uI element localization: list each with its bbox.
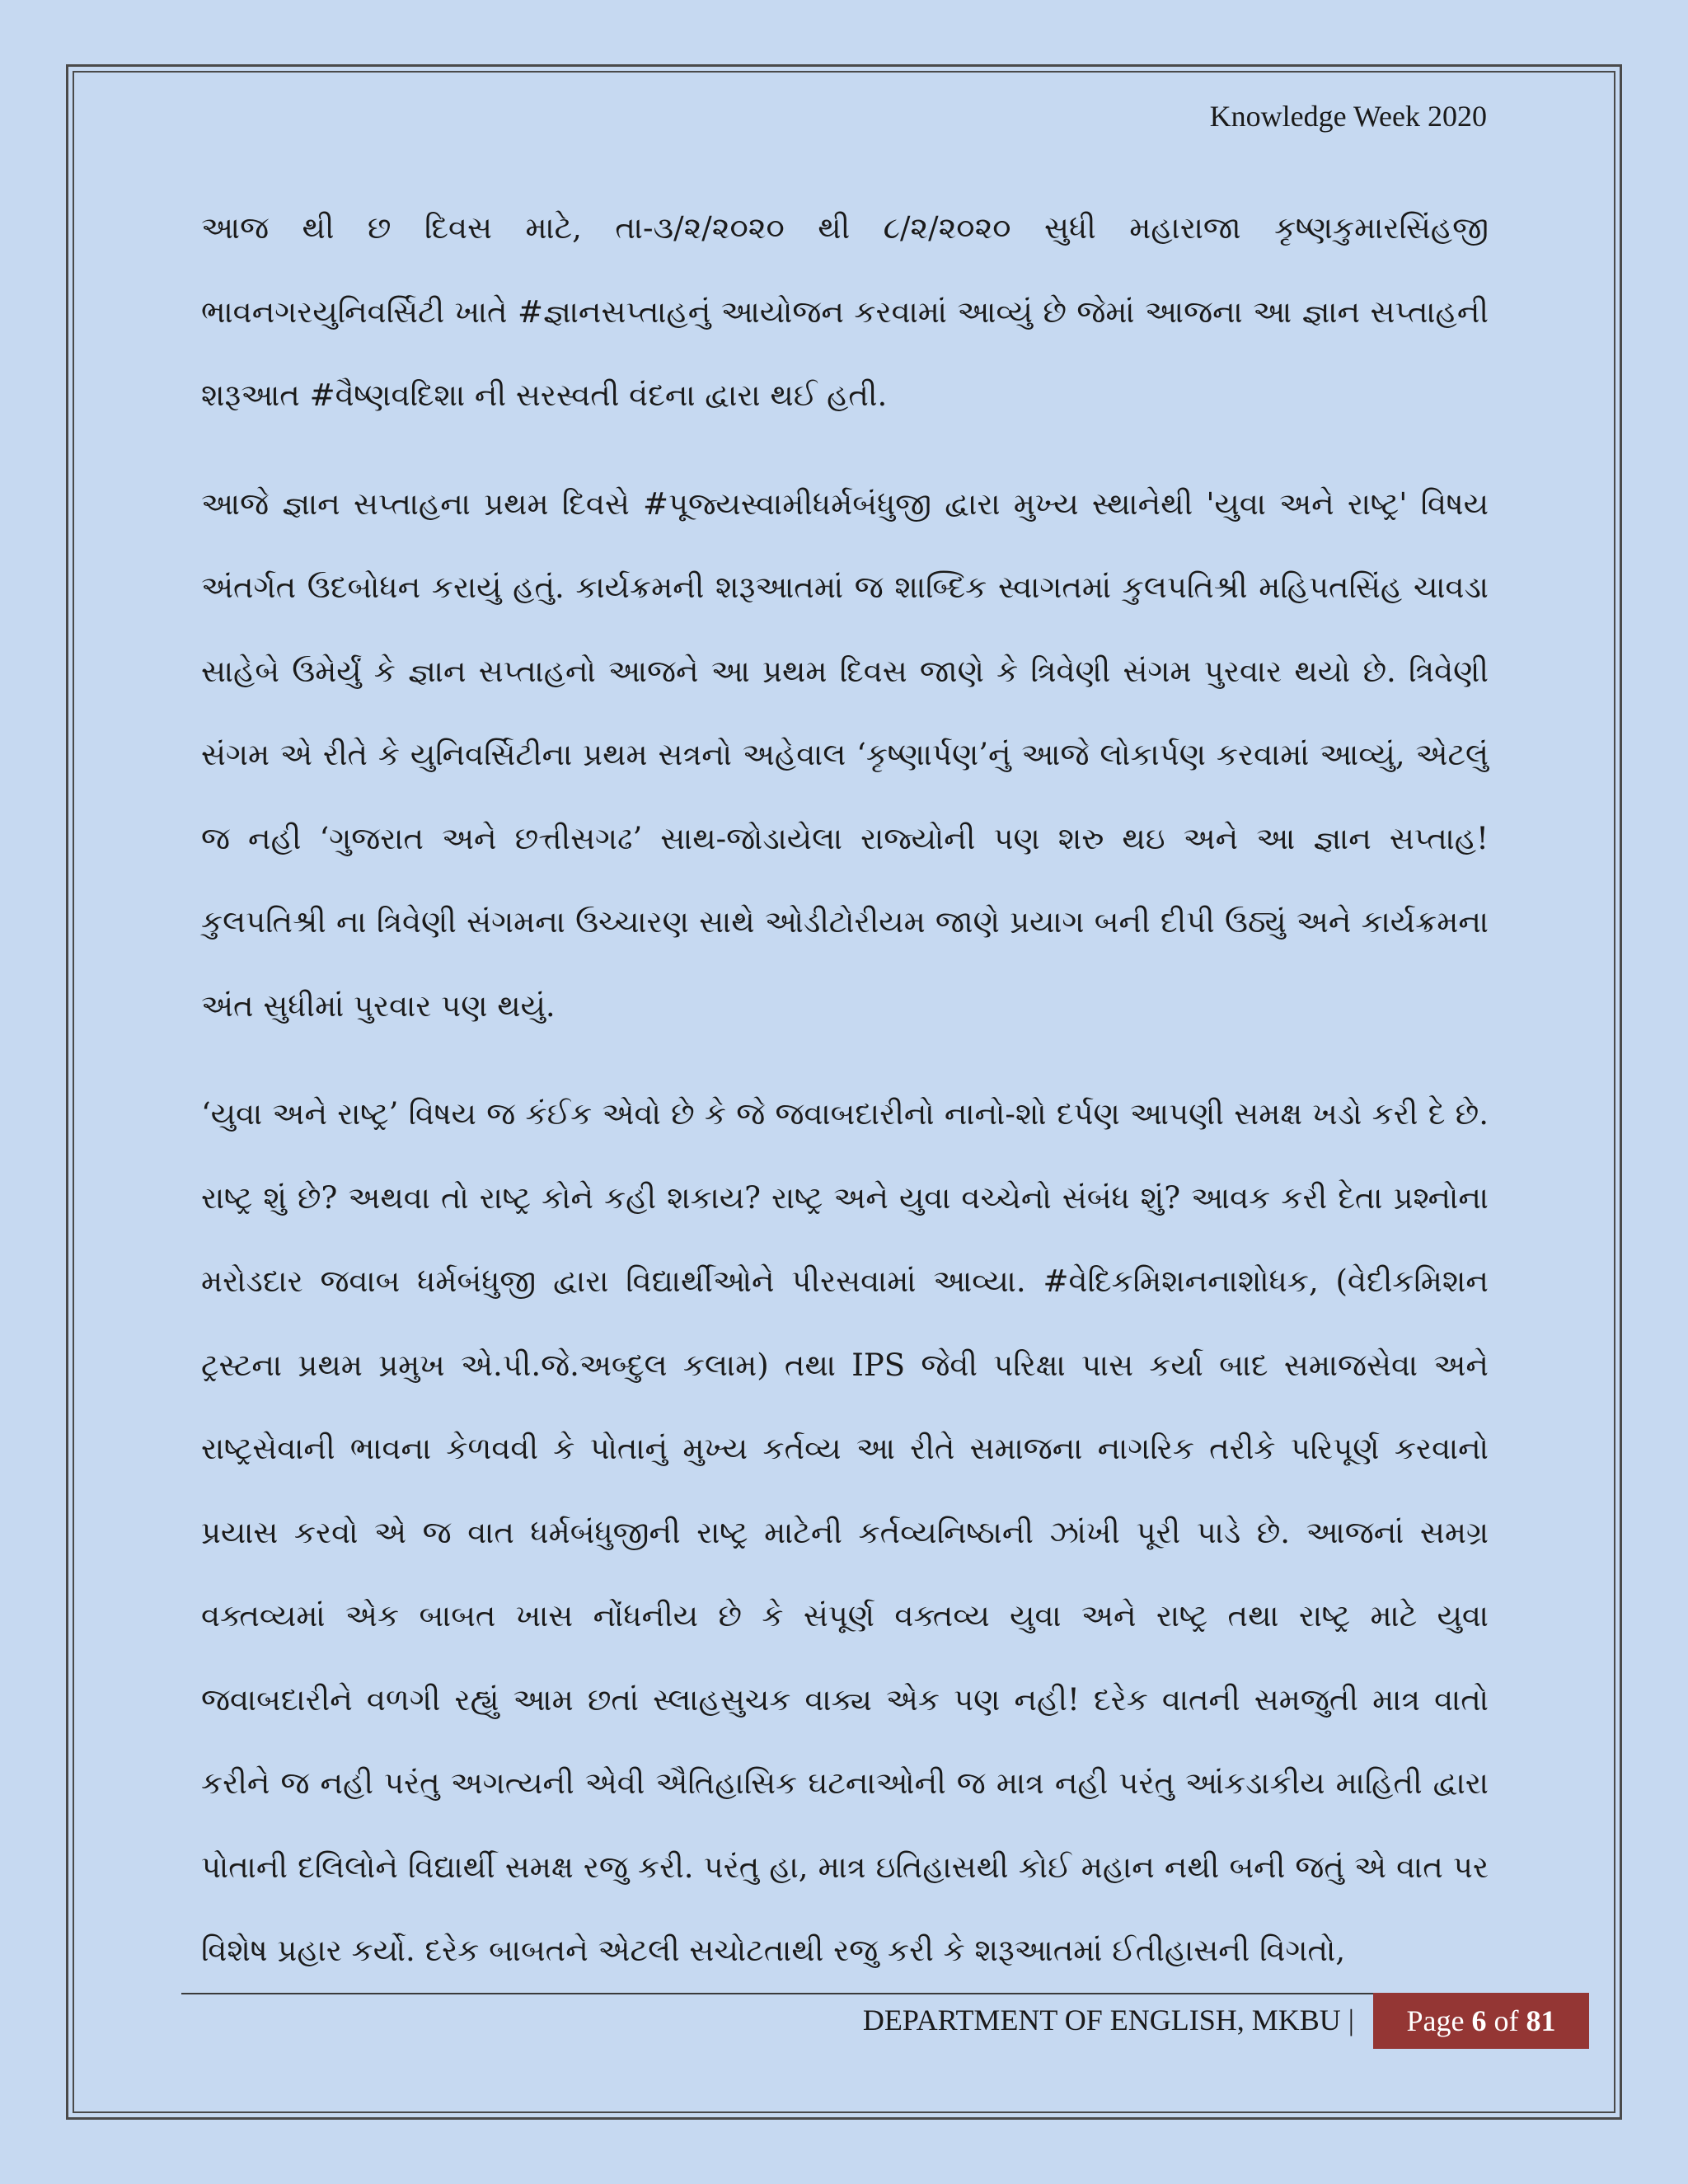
document-body — [201, 186, 1489, 2018]
page-of: of — [1493, 2004, 1519, 2037]
page-prefix: Page — [1406, 2004, 1465, 2037]
page-total: 81 — [1526, 2004, 1556, 2037]
paragraph-1: આજ થી છ દિવસ માટે, તા-૩/૨/૨૦૨૦ થી ૮/૨/૨૦૨૦ સુધી મહારાજા કૃષ્ણકુમારસિંહજી ભાવનગરયુનિવર્સિટી ખાતે #જ્ઞાનસપ્તાહનું આયોજન કરવામાં આવ્યું છે જેમાં આજના આ જ્ઞાન સપ્તાહની શરૂઆત #વૈષ્ણવદિશા ની સરસ્વતી વંદના દ્વારા થઈ હતી. — [201, 210, 1489, 413]
footer-divider — [181, 1993, 1508, 1994]
header-title: Knowledge Week 2020 — [1209, 100, 1487, 133]
page-number-badge — [1373, 1993, 1589, 2049]
page-number: 6 — [1471, 2004, 1487, 2037]
footer-department: DEPARTMENT OF ENGLISH, MKBU | — [862, 2004, 1354, 2036]
paragraph-3: ‘યુવા અને રાષ્ટ્ર’ વિષય જ કંઈક એવો છે કે જે જવાબદારીનો નાનો-શો દર્પણ આપણી સમક્ષ ખડો કરી દે છે. રાષ્ટ્ર શું છે? અથવા તો રાષ્ટ્ર કોને કહી શકાય? રાષ્ટ્ર અને યુવા વચ્ચેનો સંબંધ શું? આવક કરી દેતા પ્રશ્નોના મરોડદાર જવાબ ધર્મબંધુજી દ્વારા વિદ્યાર્થીઓને પીરસવામાં આવ્યા. #વેદિકમિશનનાશોધક, (વેદીકમિશન ટ્રસ્ટના પ્રથમ પ્રમુખ એ.પી.જે.અબ્દુલ કલામ) તથા IPS જેવી પરિક્ષા પાસ કર્યા બાદ સમાજસેવા અને રાષ્ટ્રસેવાની ભાવના કેળવવી કે પોતાનું મુખ્ય કર્તવ્ય આ રીતે સમાજના નાગરિક તરીકે પરિપૂર્ણ કરવાનો પ્રયાસ કરવો એ જ વાત ધર્મબંધુજીની રાષ્ટ્ર માટેની કર્તવ્યનિષ્ઠાની ઝાંખી પૂરી પાડે છે. આજનાં સમગ્ર વક્તવ્યમાં એક બાબત ખાસ નોંધનીય છે કે સંપૂર્ણ વક્તવ્ય યુવા અને રાષ્ટ્ર તથા રાષ્ટ્ર માટે યુવા જવાબદારીને વળગી રહ્યું આમ છતાં સ્લાહસુચક વાક્ય એક પણ નહી! દરેક વાતની સમજુતી માત્ર વાતો કરીને જ નહી પરંતુ અગત્યની એવી ઐતિહાસિક ઘટનાઓની જ માત્ર નહી પરંતુ આંકડાકીય માહિતી દ્વારા પોતાની દલિલોને વિદ્યાર્થી સમક્ષ રજુ કરી. પરંતુ હા, માત્ર ઇતિહાસથી કોઈ મહાન નથી બની જતું એ વાત પર વિશેષ પ્રહાર કર્યો. દરેક બાબતને એટલી સચોટતાથી રજુ કરી કે શરૂઆતમાં ઈતીહાસની વિગતો, — [201, 1096, 1489, 1968]
paragraph-2: આજે જ્ઞાન સપ્તાહના પ્રથમ દિવસે #પૂજ્યસ્વામીધર્મબંધુજી દ્વારા મુખ્ય સ્થાનેથી 'યુવા અને રાષ્ટ્ર' વિષય અંતર્ગત ઉદબોધન કરાયું હતું. કાર્યક્રમની શરૂઆતમાં જ શાબ્દિક સ્વાગતમાં કુલપતિશ્રી મહિપતસિંહ ચાવડા સાહેબે ઉમેર્યું કે જ્ઞાન સપ્તાહનો આજને આ પ્રથમ દિવસ જાણે કે ત્રિવેણી સંગમ પુરવાર થયો છે. ત્રિવેણી સંગમ એ રીતે કે યુનિવર્સિટીના પ્રથમ સત્રનો અહેવાલ ‘કૃષ્ણાર્પણ’નું આજે લોકાર્પણ કરવામાં આવ્યું, એટલું જ નહી ‘ગુજરાત અને છત્તીસગઢ’ સાથ-જોડાયેલા રાજ્યોની પણ શરુ થઇ અને આ જ્ઞાન સપ્તાહ! કુલપતિશ્રી ના ત્રિવેણી સંગમના ઉચ્ચારણ સાથે ઓડીટોરીયમ જાણે પ્રયાગ બની દીપી ઉઠ્યું અને કાર્યક્રમના અંત સુધીમાં પુરવાર પણ થયું. — [201, 485, 1489, 1024]
